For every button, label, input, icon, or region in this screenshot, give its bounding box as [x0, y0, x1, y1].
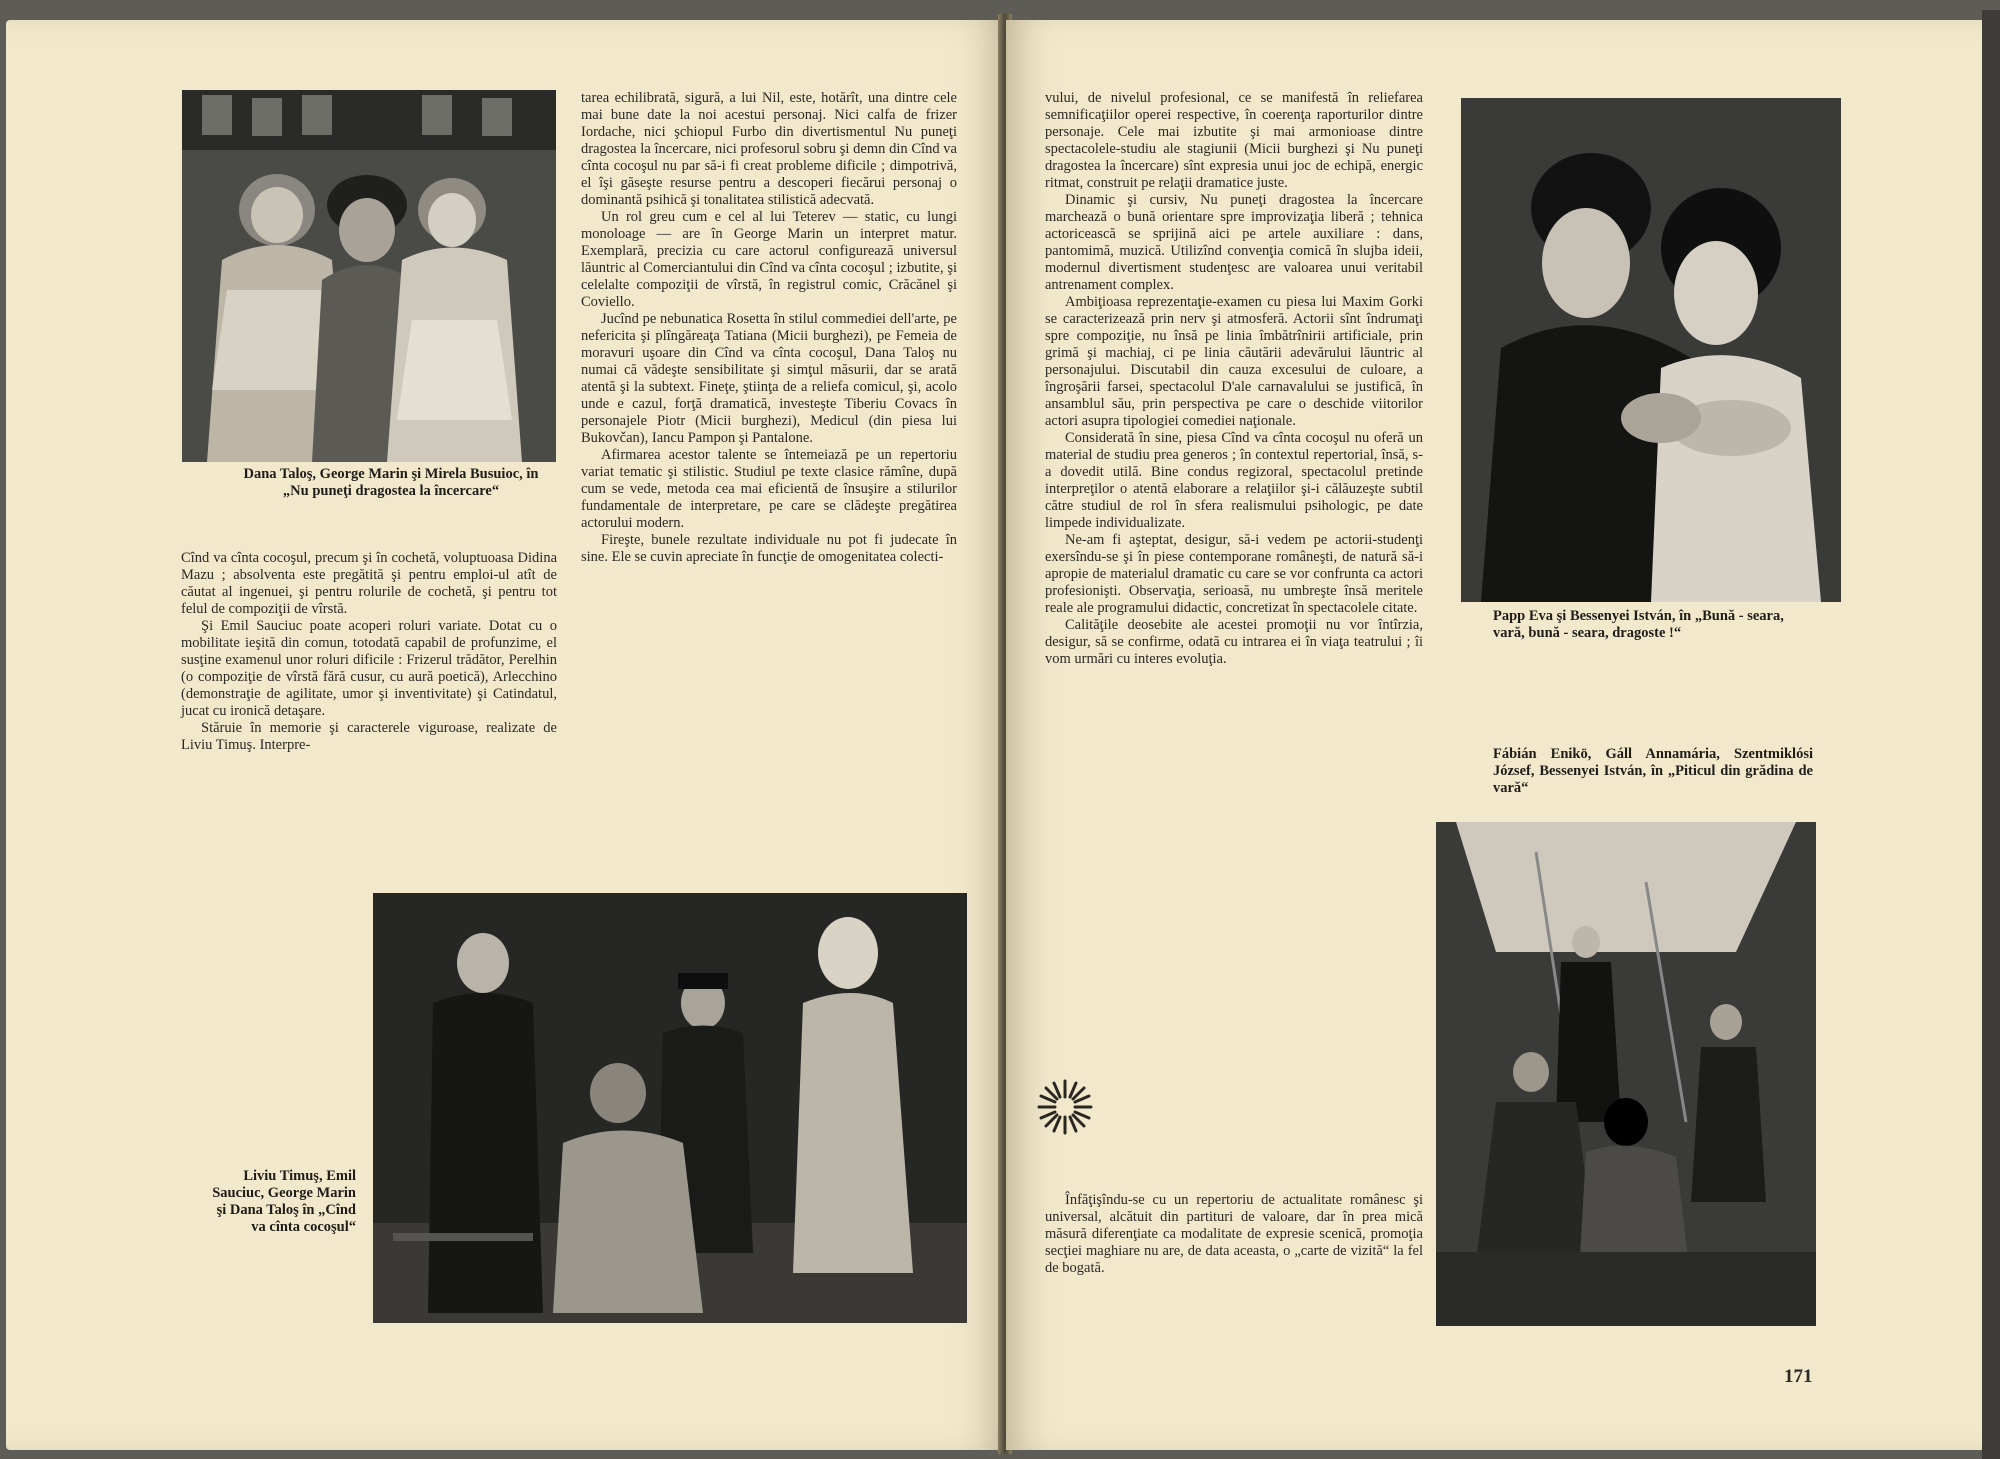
right-page — [1006, 20, 1986, 1450]
paragraph: Calităţile deosebite ale acestei promoţii nu vor întîrzia, desigur, să se confirme, odată cu intrarea ei în viaţa teatrului ; îi vom urmări cu interes evoluţia. — [1045, 617, 1423, 667]
right-column-1-bottom — [1045, 1192, 1423, 1277]
paragraph: Dinamic şi cursiv, Nu puneţi dragostea la încercare marchează o bună orientare spre improvizaţia liberă ; tehnica actoricească se sprijină aici pe artele auxiliare : dans, pantomimă, muzică. Utilizînd convenţia comică în slujba ideii, modernul divertisment studenţesc are valoarea unui veritabil antrenament complex. — [1045, 192, 1423, 293]
paragraph: Un rol greu cum e cel al lui Teterev — static, cu lungi monoloage — are în George Marin un interpret matur. Exemplară, precizia cu care actorul configurează universul lăuntric al Comerciantului din Cînd va cînta cocoşul ; izbutite, şi celelalte compoziţii de vîrstă, în registrul comic, Crăcănel şi Coviello. — [581, 209, 957, 310]
paragraph: Fireşte, bunele rezultate individuale nu pot fi judecate în sine. Ele se cuvin apreciate în funcţie de omogenitatea colecti- — [581, 532, 957, 565]
theatre-photo-icon — [182, 90, 556, 462]
paragraph: Considerată în sine, piesa Cînd va cînta cocoşul nu oferă un material de studiu prea generos ; în contextul repertorial, însă, s-a dovedit utilă. Bine condus regizoral, spectacolul pretinde interpreţilor o atentă elaborare a relaţiilor şi-i călăuzeşte subtil către studiul de rol în sfera realismului psihologic, pe date limpede individualizate. — [1045, 430, 1423, 531]
caption-bottom-photo: Liviu Timuş, Emil Sauciuc, George Marin şi Dana Taloş în „Cînd va cînta cocoşul“ — [212, 1168, 356, 1235]
portrait-photo-icon — [1461, 98, 1841, 602]
stage-photo-icon — [373, 893, 967, 1323]
paragraph: Ne-am fi aşteptat, desigur, să-i vedem pe actorii-studenţi exersîndu-se şi în piese contemporane româneşti, de natură să-i apropie de materialul dramatic cu care se vor confrunta ca actori profesionişti. Observaţia, serioasă, nu umbreşte însă meritele reale ale programului didactic, concretizat în spectacolele citate. — [1045, 532, 1423, 616]
caption-mid-right-photo: Fábián Enikö, Gáll Annamária, Szentmiklósi József, Bessenyei István, în „Piticul din grădina de vară“ — [1493, 746, 1813, 796]
ornament-icon — [1035, 1077, 1095, 1137]
photo-buna-seara-vara — [1461, 98, 1841, 602]
caption-top-photo: Dana Taloş, George Marin şi Mirela Busuioc, în „Nu puneţi dragostea la încercare“ — [243, 466, 539, 499]
left-column-1 — [181, 550, 557, 754]
page-edge — [1982, 10, 2000, 1459]
photo-nu-puneti-dragostea — [182, 90, 556, 462]
photo-piticul-din-gradina — [1436, 822, 1816, 1326]
paragraph: Afirmarea acestor talente se întemeiază pe un repertoriu variat tematic şi stilistic. Studiul pe texte clasice rămîne, după cum se vede, metoda cea mai eficientă de însuşire a stilurilor fundamentale de interpretare, pe care se clădeşte pregătirea actorului modern. — [581, 447, 957, 531]
paragraph: Stăruie în memorie şi caracterele viguroase, realizate de Liviu Timuş. Interpre- — [181, 720, 557, 753]
left-page — [6, 20, 1004, 1450]
paragraph: Înfăţişîndu-se cu un repertoriu de actualitate românesc şi universal, alcătuit din partituri de valoare, dar în prea mică măsură diferenţiate ca modalitate de expresie scenică, promoţia secţiei maghiare nu are, de data aceasta, o „carte de vizită“ la fel de bogată. — [1045, 1192, 1423, 1276]
left-column-2 — [581, 90, 957, 566]
paragraph: vului, de nivelul profesional, ce se manifestă în reliefarea semnificaţiilor operei respective, în coerenţa raporturilor dintre personaje. Cele mai izbutite şi mai armonioase dintre spectacolele-studiu ale stagiunii (Micii burghezi şi Nu puneţi dragostea la încercare) sînt expresia unui joc de echipă, energic ritmat, construit pe relaţii dramatice juste. — [1045, 90, 1423, 191]
paragraph: tarea echilibrată, sigură, a lui Nil, este, hotărît, una dintre cele mai bune date la noi acestui personaj. Nici calfa de frizer Iordache, nici şchiopul Furbo din divertismentul Nu puneţi dragostea la încercare, nici profesorul sobru şi demn din Cînd va cînta cocoşul nu par să-i fi creat probleme dificile ; dimpotrivă, el îşi găseşte resurse pentru a descoperi fiecărui personaj o dominantă psihică şi tonalitatea stilistică adecvată. — [581, 90, 957, 208]
paragraph: Jucînd pe nebunatica Rosetta în stilul commediei dell'arte, pe nefericita şi plîngăreaţa Tatiana (Micii burghezi), pe Femeia de moravuri uşoare din Cînd va cînta cocoşul, Dana Taloş nu numai că vădeşte sensibilitate şi simţul măsurii, dar se arată atentă şi la subtext. Fineţe, ştiinţa de a reliefa comicul, şi, acolo unde e cazul, forţă dramatică, investeşte Tiberiu Covacs în personajele Piotr (Micii burghezi), Medicul (din piesa lui Bukovčan), Iancu Pampon şi Pantalone. — [581, 311, 957, 446]
paragraph: Ambiţioasa reprezentaţie-examen cu piesa lui Maxim Gorki se caracterizează prin nerv şi atmosferă. Actorii sînt îndrumaţi spre compoziţie, nu însă pe linia îmbătrînirii artificiale, prin grimă şi machiaj, ci pe linia căutării adevărului lăuntric al personajului. Discutabil din cauza excesului de culoare, a îngroşării farsei, spectacolul D'ale carnavalului se justifică, în ansamblul său, prin perspectiva pe care o deschide viitorilor actori asupra tipologiei comediei naţionale. — [1045, 294, 1423, 429]
right-column-1 — [1045, 90, 1423, 668]
paragraph: Cînd va cînta cocoşul, precum şi în cochetă, voluptuoasa Didina Mazu ; absolventa este pregătită şi pentru emploi-ul atît de căutat al ingenuei, şi pentru rolurile de cochetă, şi pentru tot felul de compoziţii de vîrstă. — [181, 550, 557, 617]
group-photo-icon — [1436, 822, 1816, 1326]
page-number: 171 — [1784, 1366, 1813, 1387]
photo-cind-va-cinta-cocosul — [373, 893, 967, 1323]
caption-top-right-photo: Papp Eva şi Bessenyei István, în „Bună - seara, vară, bună - seara, dragoste !“ — [1493, 608, 1784, 641]
paragraph: Şi Emil Sauciuc poate acoperi roluri variate. Dotat cu o mobilitate ieşită din comun, totodată capabil de profunzime, el susţine examenul unor roluri dificile : Frizerul trădător, Perelhin (o compoziţie de vîrstă fără cusur, cu aură poetică), Arlecchino (demonstraţie de agilitate, umor şi inventivitate) şi Catindatul, jucat cu ironică detaşare. — [181, 618, 557, 719]
